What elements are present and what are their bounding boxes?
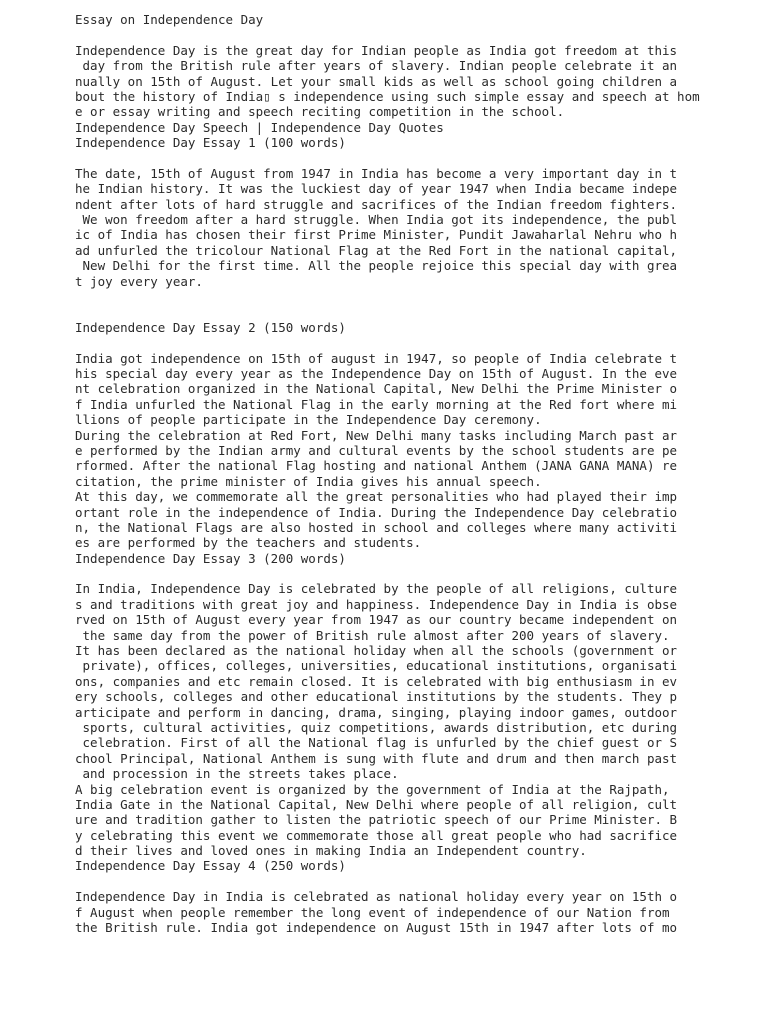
text-line: The date, 15th of August from 1947 in India has become a very important day in t: [75, 165, 678, 181]
text-line: Independence Day in India is celebrated as national holiday every year on 15th o: [75, 889, 678, 905]
text-line: Independence Day Essay 4 (250 words): [75, 858, 346, 874]
text-line: chool Principal, National Anthem is sung with flute and drum and then march past: [75, 750, 678, 766]
text-line: f August when people remember the long event of independence of our Nation from: [75, 904, 670, 920]
text-line: rformed. After the national Flag hosting and national Anthem (JANA GANA MANA) re: [75, 458, 678, 474]
blank-line: [75, 874, 715, 889]
text-line: rved on 15th of August every year from 1947 as our country became independent on: [75, 612, 678, 628]
text-line: celebration. First of all the National flag is unfurled by the chief guest or S: [75, 735, 678, 751]
text-line: he Indian history. It was the luckiest day of year 1947 when India became indepe: [75, 181, 678, 197]
text-line: Independence Day Essay 1 (100 words): [75, 135, 346, 151]
text-line: Essay on Independence Day: [75, 12, 264, 27]
text-line: f India unfurled the National Flag in the early morning at the Red fort where mi: [75, 396, 678, 412]
text-line: n, the National Flags are also hosted in school and colleges where many activiti: [75, 519, 678, 535]
text-line: bout the history of India▯ s independence using such simple essay and speech at hom: [75, 88, 700, 104]
text-line: A big celebration event is organized by the government of India at the Rajpath,: [75, 781, 670, 797]
text-line: ad unfurled the tricolour National Flag at the Red Fort in the national capital,: [75, 242, 678, 258]
text-line: e performed by the Indian army and cultural events by the school students are pe: [75, 442, 678, 458]
text-line: day from the British rule after years of slavery. Indian people celebrate it an: [75, 58, 678, 74]
text-line: his special day every year as the Independence Day on 15th of August. In the eve: [75, 365, 678, 381]
text-line: es are performed by the teachers and students.: [75, 535, 422, 551]
text-line: and procession in the streets takes place.: [75, 766, 399, 782]
text-line: e or essay writing and speech reciting competition in the school.: [75, 104, 565, 120]
text-line: We won freedom after a hard struggle. When India got its independence, the publ: [75, 212, 678, 228]
text-line: New Delhi for the first time. All the people rejoice this special day with grea: [75, 258, 678, 274]
text-line: t joy every year.: [75, 273, 203, 289]
blank-line: [75, 335, 715, 350]
text-line: In India, Independence Day is celebrated by the people of all religions, culture: [75, 581, 678, 597]
blank-line: [75, 151, 715, 166]
text-line: y celebrating this event we commemorate those all great people who had sacrifice: [75, 827, 678, 843]
text-line: ery schools, colleges and other educational institutions by the students. They p: [75, 689, 678, 705]
blank-line: [75, 566, 715, 581]
text-line: Independence Day Essay 2 (150 words): [75, 319, 346, 335]
text-line: During the celebration at Red Fort, New Delhi many tasks including March past ar: [75, 427, 678, 443]
blank-line: [75, 289, 715, 304]
text-line: the British rule. India got independence on August 15th in 1947 after lots of mo: [75, 920, 678, 936]
text-line: private), offices, colleges, universities, educational institutions, organisati: [75, 658, 678, 674]
essay-document: [75, 12, 715, 935]
text-line: llions of people participate in the Independence Day ceremony.: [75, 412, 542, 428]
text-line: ure and tradition gather to listen the patriotic speech of our Prime Minister. B: [75, 812, 678, 828]
text-line: ons, companies and etc remain closed. It is celebrated with big enthusiasm in ev: [75, 673, 678, 689]
text-line: sports, cultural activities, quiz competitions, awards distribution, etc during: [75, 719, 678, 735]
text-line: ndent after lots of hard struggle and sacrifices of the Indian freedom fighters.: [75, 196, 678, 212]
text-line: nually on 15th of August. Let your small kids as well as school going children a: [75, 73, 678, 89]
text-line: nt celebration organized in the National Capital, New Delhi the Prime Minister o: [75, 381, 678, 397]
text-line: At this day, we commemorate all the great personalities who had played their imp: [75, 489, 678, 505]
blank-line: [75, 304, 715, 319]
text-line: Independence Day is the great day for Indian people as India got freedom at this: [75, 42, 678, 58]
text-line: ic of India has chosen their first Prime Minister, Pundit Jawaharlal Nehru who h: [75, 227, 678, 243]
text-line: Independence Day Essay 3 (200 words): [75, 550, 346, 566]
blank-line: [75, 27, 715, 42]
text-line: Independence Day Speech | Independence Day Quotes: [75, 119, 444, 135]
text-line: ortant role in the independence of India. During the Independence Day celebratio: [75, 504, 678, 520]
text-line: the same day from the power of British rule almost after 200 years of slavery.: [75, 627, 670, 643]
text-line: d their lives and loved ones in making India an Independent country.: [75, 843, 587, 859]
text-line: citation, the prime minister of India gives his annual speech.: [75, 473, 542, 489]
text-line: It has been declared as the national holiday when all the schools (government or: [75, 643, 678, 659]
text-line: articipate and perform in dancing, drama, singing, playing indoor games, outdoor: [75, 704, 678, 720]
text-line: India Gate in the National Capital, New Delhi where people of all religion, cult: [75, 796, 678, 812]
text-line: s and traditions with great joy and happiness. Independence Day in India is obse: [75, 596, 678, 612]
text-line: India got independence on 15th of august in 1947, so people of India celebrate t: [75, 350, 678, 366]
